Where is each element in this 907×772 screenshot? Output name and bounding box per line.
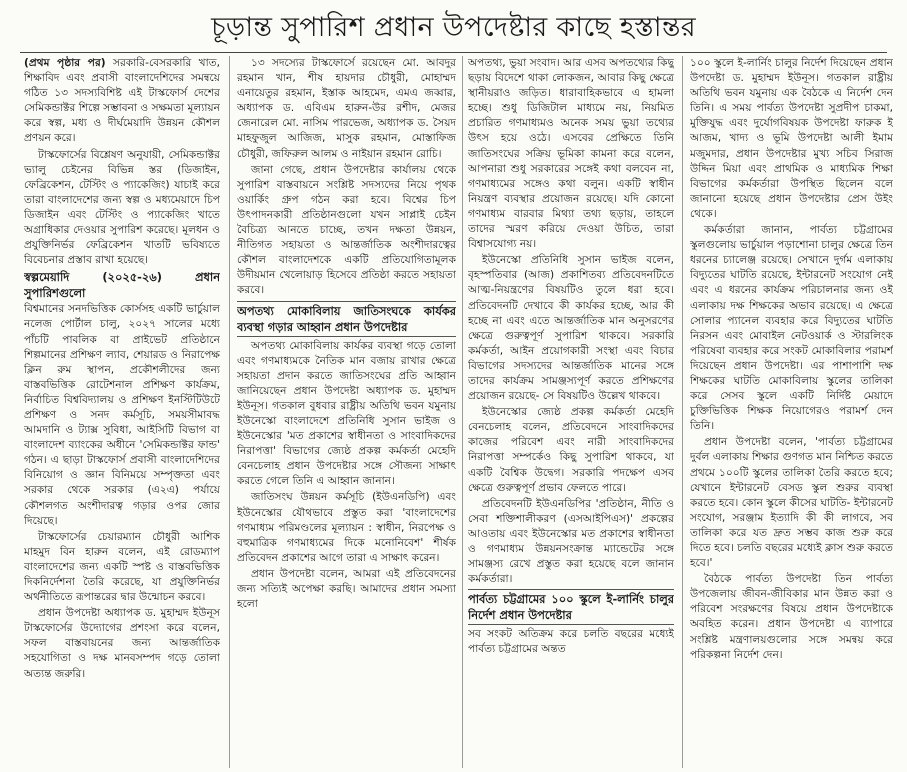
paragraph: প্রধান উপদেষ্টা বলেন, আমরা এই প্রতিবেদনের জন্য সত্যিই অপেক্ষা করছি। আমাদের প্রধান সমস্যা হলো [237, 567, 456, 611]
paragraph: প্রধান উপদেষ্টা বলেন, 'পার্বত্য চট্টগ্রামের দুর্বল এলাকায় শিক্ষার গুণগত মান নিশ্চিত করতে প্রথমে ১০০টি স্কুলের তালিকা তৈরি করতে হবে; যেখানে ইন্টারনেট বেসড স্কুল শুরুর ব্যবস্থা করতে হবে। কোন স্কুলে কীসের ঘাটতি- ইন্টারনেট সংযোগ, সরঞ্জাম ইত্যাদি কী কী লাগবে, সব তালিকা করে যত দ্রুত সম্ভব কাজ শুরু করে দিতে হবে। চলতি বছরের মধ্যেই ক্লাস শুরু করতে হবে।' [690, 436, 893, 570]
paragraph: প্রতিবেদনটি ইউএনডিপির 'প্রতিষ্ঠান, নীতি ও সেবা শক্তিশালীকরণ (এসআইপিএস)' প্রকল্পের আওতায় এবং ইউনেস্কোর মত প্রকাশের স্বাধীনতা ও গণমাধ্যম উন্নয়নসংক্রান্ত ম্যান্ডেটের সঙ্গে সামঞ্জস্য রেখে প্রস্তুত করা হয়েছে বলে জানান কর্মকর্তারা। [468, 497, 674, 586]
paragraph: টাস্কফোর্সের বিশ্লেষণ অনুযায়ী, সেমিকন্ডাক্টর ভ্যালু চেইনের বিভিন্ন স্তর (ডিজাইন, ফেব্রিকেশন, টেস্টিং ও প্যাকেজিং) যাচাই করে তারা বাংলাদেশের জন্য স্বল্প ও মধ্যমেয়াদে চিপ ডিজাইন এবং টেস্টিং ও প্যাকেজিং খাতে অগ্রাধিকার দেওয়ার সুপারিশ করেছে। মূলধন ও প্রযুক্তিনির্ভর ফেব্রিকেশন খাতটি ভবিষ্যতে বিবেচনার প্রস্তাব রাখা হয়েছে। [24, 148, 220, 267]
column-1 [24, 56, 220, 768]
subheading: স্বল্পমেয়াদি (২০২৫-২৬) প্রধান সুপারিশগুলো [24, 270, 220, 301]
paragraph: প্রধান উপদেষ্টা অধ্যাপক ড. মুহাম্মদ ইউনূস টাস্কফোর্সের উদ্যোগের প্রশংসা করে বলেন, সফল বাস্তবায়নের জন্য আন্তর্জাতিক সহযোগিতা ও দক্ষ মানবসম্পদ গড়ে তোলা অত্যন্ত জরুরি। [24, 607, 220, 680]
paragraph: বিশ্বমানের সনদভিত্তিক কোর্সসহ একটি ভার্চুয়াল নলেজ পোর্টাল চালু, ২০২৭ সালের মধ্যে পাঁচটি পাবলিক বা প্রাইভেট প্রতিষ্ঠানে শিল্পমানের প্রশিক্ষণ ল্যাব, শেয়ারড ও নিরাপেক্ষ ক্লিন রুম স্থাপন, প্রকৌশলীদের জন্য বাস্তবভিত্তিক রোটেশনাল প্রশিক্ষণ কার্যক্রম, নির্বাচিত বিশ্ববিদ্যালয় ও প্রশিক্ষণ ইনস্টিটিউটে প্রশিক্ষণ ও সনদ কর্মসূচি, সময়সীমাবদ্ধ আমদানি ও ট্যাক্স সুবিধা, আইসিটি বিভাগ বা বাংলাদেশ ব্যাংকের অধীনে 'সেমিকন্ডাক্টর ফান্ড' গঠন। এ ছাড়া টাস্কফোর্স প্রবাসী বাংলাদেশিদের বিনিয়োগ ও জ্ঞান বিনিময়ে সম্পৃক্ততা এবং সরকার থেকে সরকার (এ২এ) পর্যায়ে কৌশলগত অংশীদারত্ব গড়ার ওপর জোর দিয়েছে। [24, 303, 220, 527]
paragraph-text: সরকারি-বেসরকারি খাত, শিক্ষাবিদ এবং প্রবাসী বাংলাদেশিদের সমন্বয়ে গঠিত ১৩ সদস্যবিশিষ্ট এই টাস্কফোর্স দেশের সেমিকন্ডাক্টর শিল্পে সম্ভাবনা ও সক্ষমতা মূল্যায়ন করে স্বল্প, মধ্য ও দীর্ঘমেয়াদি উন্নয়ন কৌশল প্রণয়ন করে। [24, 57, 220, 145]
paragraph [24, 56, 220, 147]
paragraph: ১৩ সদস্যের টাস্কফোর্সে রয়েছেন মো. আবদুর রহমান খান, শীষ হায়দার চৌধুরী, মোহাম্মদ এনায়েতুর রহমান, ইস্তাক আহমেদ, এমএ জব্বার, অধ্যাপক ড. এবিএম হারুন-উর রশীদ, মেজর জেনারেল মো. নাসিম পারভেজ, অধ্যাপক ড. সৈয়দ মাহফুজুল আজিজ, মাসুক রহমান, মোস্তাফিজ চৌধুরী, জফিরুল আলম ও নাইয়ান রহমান রোচি। [237, 57, 456, 160]
paragraph: ১০০ স্কুলে ই-লার্নিং চালুর নির্দেশ দিয়েছেন প্রধান উপদেষ্টা ড. মুহাম্মদ ইউনূস। গতকাল রাষ্ট্রীয় অতিথি ভবন যমুনায় এক বৈঠকে এ নির্দেশ দেন তিনি। এ সময় পার্বত্য উপদেষ্টা সুপ্রদীপ চাকমা, মুক্তিযুদ্ধ এবং দুর্যোগবিষয়ক উপদেষ্টা ফারুক ই আজম, খাদ্য ও ভূমি উপদেষ্টা আলী ইমাম মজুমদার, প্রধান উপদেষ্টার মুখ্য সচিব সিরাজ উদ্দিন মিয়া এবং প্রাথমিক ও মাধ্যমিক শিক্ষা বিভাগের কর্মকর্তারা উপস্থিত ছিলেন বলে জানানো হয়েছে প্রধান উপদেষ্টার প্রেস উইং থেকে। [690, 57, 893, 220]
continuation-lead: (প্রথম পৃষ্ঠার পর) [24, 57, 106, 69]
headline-rule [20, 52, 887, 53]
column-3 [468, 56, 674, 768]
paragraph: সব সংকট অতিক্রম করে চলতি বছরের মধ্যেই পার্বত্য চট্টগ্রামের অন্তত [468, 628, 674, 656]
column-divider [682, 56, 683, 768]
paragraph: বৈঠকে পার্বত্য উপদেষ্টা তিন পার্বত্য উপজেলায় জীবন-জীবিকার মান উন্নত করা ও পরিবেশ সংরক্ষণের বিষয়ে প্রধান উপদেষ্টাকে অবহিত করেন। প্রধান উপদেষ্টা এ ব্যাপারে সংশ্লিষ্ট মন্ত্রণালয়গুলোর সঙ্গে সমন্বয় করে পরিকল্পনা নির্দেশ দেন। [690, 573, 893, 661]
paragraph: ইউনেস্কোর জ্যেষ্ঠ প্রকল্প কর্মকর্তা মেহেদি বেনচেলাহ বলেন, প্রতিবেদনে সাংবাদিকদের কাজের পরিবেশ এবং নারী সাংবাদিকদের নিরাপত্তা সম্পর্কেও কিছু সুপারিশ থাকবে, যা একটি বৈশ্বিক উদ্বেগ। সরকারি পদক্ষেপ এসব ক্ষেত্রে গুরুত্বপূর্ণ প্রভাব ফেলতে পারে। [468, 406, 674, 494]
column-4 [690, 56, 893, 768]
subheading: অপতথ্য মোকাবিলায় জাতিসংঘকে কার্যকর ব্যবস্থা গড়ার আহ্বান প্রধান উপদেষ্টার [237, 301, 456, 337]
column-2 [237, 56, 456, 768]
headline: চূড়ান্ত সুপারিশ প্রধান উপদেষ্টার কাছে হস্তান্তর [211, 12, 696, 43]
paragraph: কর্মকর্তারা জানান, পার্বত্য চট্টগ্রামের স্কুলগুলোয় ভার্চুয়াল পড়াশোনা চালুর ক্ষেত্রে তিন ধরনের চ্যালেঞ্জ রয়েছে। সেখানে দুর্গম এলাকায় বিদ্যুতের ঘাটতি রয়েছে, ইন্টারনেট সংযোগ নেই এবং এ ধরনের কার্যক্রম পরিচালনার জন্য ওই এলাকায় দক্ষ শিক্ষকের অভাব রয়েছে। এ ক্ষেত্রে সোলার প্যানেল ব্যবহার করে বিদ্যুতের ঘাটতি নিরসন এবং মোবাইল নেটওয়ার্ক ও স্টারলিংক পরিষেবা ব্যবহার করে সংকট মোকাবিলার পরামর্শ দিয়েছেন প্রধান উপদেষ্টা। এর পাশাপাশি দক্ষ শিক্ষকের ঘাটতি মোকাবিলায় স্কুলের তালিকা করে সেসব স্কুলে একটি নির্দিষ্ট মেয়াদে চুক্তিভিত্তিক শিক্ষক নিয়োগেরও পরামর্শ দেন তিনি। [690, 224, 893, 433]
paragraph: জানা গেছে, প্রধান উপদেষ্টার কার্যালয় থেকে সুপারিশ বাস্তবায়নে সংশ্লিষ্ট সদস্যদের নিয়ে পৃথক ওয়ার্কিং গ্রুপ গঠন করা হবে। বিশ্বের চিপ উৎপাদনকারী প্রতিষ্ঠানগুলো যখন সাপ্লাই চেইন বৈচিত্র্য আনতে চাচ্ছে, তখন দক্ষতা উন্নয়ন, নীতিগত সহায়তা ও আন্তর্জাতিক অংশীদারত্বের কৌশল বাংলাদেশকে একটি প্রতিযোগিতামূলক উদীয়মান খেলোয়াড় হিসেবে প্রতিষ্ঠা করতে সহায়তা করবে। [237, 163, 456, 297]
paragraph: অপতথ্য মোকাবিলায় কার্যকর ব্যবস্থা গড়ে তোলা এবং গণমাধ্যমকে নৈতিক মান বজায় রাখার ক্ষেত্রে সহায়তা প্রদান করতে জাতিসংঘের প্রতি আহ্বান জানিয়েছেন প্রধান উপদেষ্টা অধ্যাপক ড. মুহাম্মদ ইউনূস। গতকাল বুধবার রাষ্ট্রীয় অতিথি ভবন যমুনায় ইউনেস্কো বাংলাদেশে প্রতিনিধি সুসান ভাইজ ও ইউনেস্কোর 'মত প্রকাশের স্বাধীনতা ও সাংবাদিকদের নিরাপত্তা' বিভাগের জ্যেষ্ঠ প্রকল্প কর্মকর্তা মেহেদি বেনচেলাহ প্রধান উপদেষ্টার সঙ্গে সৌজন্য সাক্ষাৎ করতে গেলে তিনি এ আহ্বান জানান। [237, 339, 456, 488]
paragraph: অপতথ্য, ভুয়া সংবাদ। আর এসব অপতথ্যের কিছু ছড়ায় বিদেশে থাকা লোকজন, আবার কিছু ক্ষেত্রে স্থানীয়রাও জড়িত। ধারাবাহিকভাবে এ হামলা হচ্ছে। শুধু ডিজিটাল মাধ্যমে নয়, নিয়মিত প্রচারিত গণমাধ্যমও অনেক সময় ভুয়া তথ্যের উৎস হয়ে ওঠে। এসবের প্রেক্ষিতে তিনি জাতিসংঘের সক্রিয় ভূমিকা কামনা করে বলেন, আপনারা শুধু সরকারের সঙ্গেই কথা বলবেন না, গণমাধ্যমের সঙ্গেও কথা বলুন। একটি স্বাধীন নিয়ন্ত্রণ ব্যবস্থার প্রয়োজন রয়েছে। যদি কোনো গণমাধ্যম বারবার মিথ্যা তথ্য ছড়ায়, তাহলে তাদের স্মরণ করিয়ে দেওয়া উচিত, তারা বিশ্বাসযোগ্য নয়। [468, 57, 674, 251]
paragraph: ইউনেস্কো প্রতিনিধি সুসান ভাইজ বলেন, বৃহস্পতিবার (আজ) প্রকাশিতব্য প্রতিবেদনটিতে আত্ম-নিয়ন্ত্রণের বিষয়টিও তুলে ধরা হবে। প্রতিবেদনটি দেখাবে কী কার্যকর হচ্ছে, আর কী হচ্ছে না এবং এতে আন্তর্জাতিক মান অনুসরণের ক্ষেত্রে গুরুত্বপূর্ণ সুপারিশ থাকবে। সরকারি কর্মকর্তা, আইন প্রয়োগকারী সংস্থা এবং বিচার বিভাগের সদস্যদের আন্তর্জাতিক মানের সঙ্গে তাদের কার্যক্রম সামঞ্জস্যপূর্ণ করতে প্রশিক্ষণের প্রয়োজন রয়েছে- সে বিষয়টিও উল্লেখ থাকবে। [468, 254, 674, 403]
column-divider [462, 56, 463, 768]
column-divider [229, 56, 230, 768]
subheading: পার্বত্য চট্টগ্রামের ১০০ স্কুলে ই-লার্নিং চালুর নির্দেশ প্রধান উপদেষ্টার [468, 589, 674, 625]
paragraph: টাস্কফোর্সের চেয়ারম্যান চৌধুরী আশিক মাহমুদ বিন হারুন বলেন, এই রোডম্যাপ বাংলাদেশের জন্য একটি স্পষ্ট ও বাস্তবভিত্তিক দিকনির্দেশনা তৈরি করেছে, যা প্রযুক্তিনির্ভর অর্থনীতিতে রূপান্তরের দ্বার উন্মোচন করবে। [24, 530, 220, 604]
paragraph: জাতিসংঘ উন্নয়ন কর্মসূচি (ইউএনডিপি) এবং ইউনেস্কোর যৌথভাবে প্রস্তুত করা 'বাংলাদেশের গণমাধ্যম পরিমণ্ডলের মূল্যায়ন : স্বাধীন, নিরপেক্ষ ও বহুমাত্রিক গণমাধ্যমের দিকে মনোনিবেশ' শীর্ষক প্রতিবেদন প্রকাশের আগে তারা এ সাক্ষাৎ করেন। [237, 491, 456, 564]
